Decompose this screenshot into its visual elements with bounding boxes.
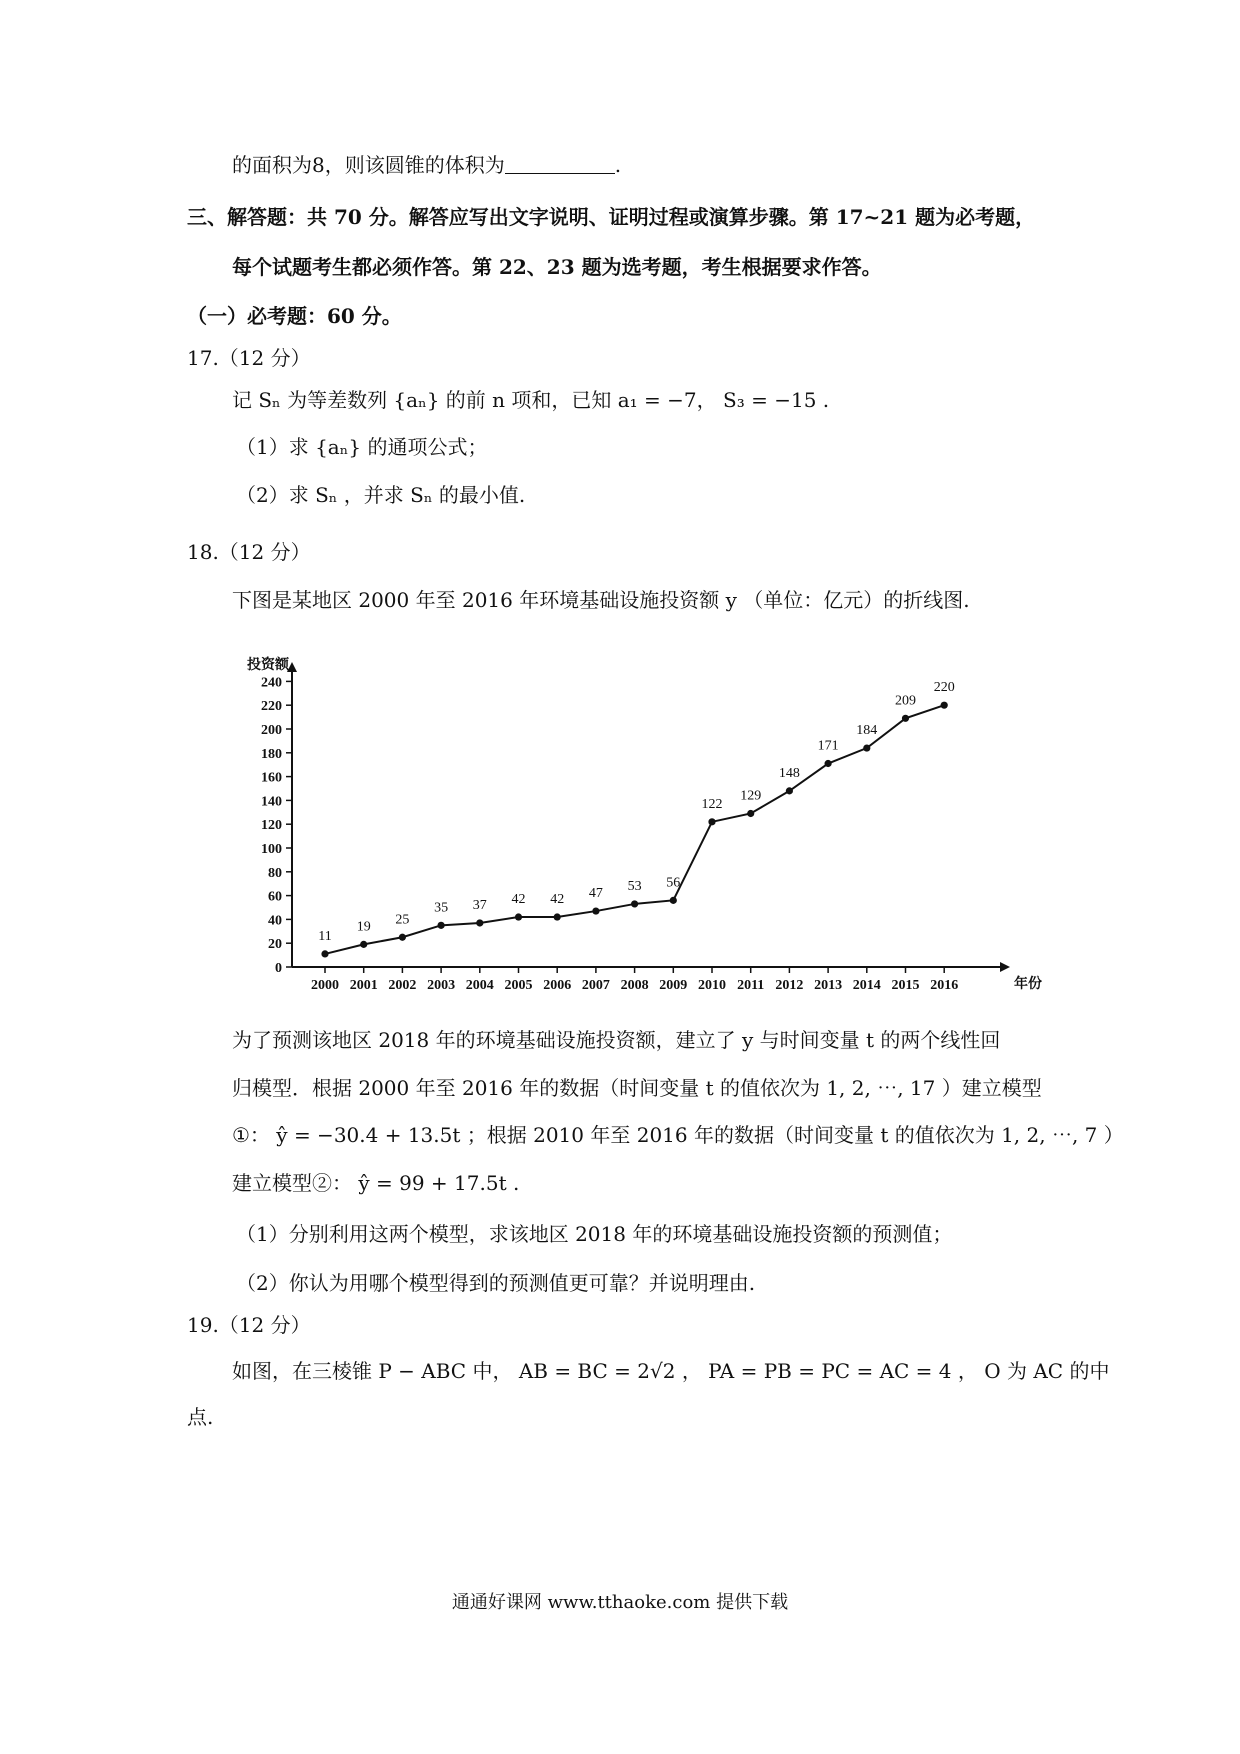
data-label: 25 <box>395 912 410 928</box>
data-label: 42 <box>511 892 526 908</box>
y-tick-label: 60 <box>268 889 282 905</box>
q17-part2: （2）求 Sₙ ，并求 Sₙ 的最小值. <box>236 483 526 507</box>
x-axis-label: 年份 <box>1014 977 1042 992</box>
y-tick-label: 240 <box>261 675 282 691</box>
section-3-heading: 三、解答题：共 70 分。解答应写出文字说明、证明过程或演算步骤。第 17~21 题为必考题， <box>187 205 1036 229</box>
y-tick-label: 200 <box>261 723 282 738</box>
x-tick-label: 2000 <box>311 978 339 993</box>
data-label: 148 <box>778 765 800 781</box>
x-tick-label: 2011 <box>737 978 765 993</box>
x-tick-label: 2013 <box>814 978 843 993</box>
chart-series <box>318 680 954 957</box>
x-tick-label: 2001 <box>349 978 378 993</box>
y-tick-label: 140 <box>261 794 282 810</box>
q19-body-end: 点. <box>187 1405 214 1429</box>
x-tick-label: 2014 <box>852 978 881 993</box>
q18-body: 下图是某地区 2000 年至 2016 年环境基础设施投资额 y （单位：亿元）的折线图. <box>232 588 970 612</box>
x-tick-label: 2008 <box>620 978 649 993</box>
q18-text-4: 建立模型②： ŷ = 99 + 17.5t . <box>232 1171 520 1195</box>
x-tick-label: 2007 <box>581 978 610 993</box>
data-point <box>592 907 599 914</box>
data-point <box>399 934 406 941</box>
x-tick-label: 2015 <box>891 978 920 993</box>
q19-heading: 19.（12 分） <box>187 1313 311 1337</box>
x-tick-label: 2005 <box>504 978 533 993</box>
q17-part1: （1）求 {aₙ} 的通项公式； <box>236 435 488 459</box>
data-label: 35 <box>434 900 449 916</box>
y-tick-label: 120 <box>261 818 282 834</box>
data-label: 47 <box>588 886 603 902</box>
q19-body: 如图，在三棱锥 P − ABC 中， AB = BC = 2√2 ， PA = PB = PC = AC = 4 ， O 为 AC 的中 <box>232 1359 1110 1383</box>
x-tick-label: 2010 <box>698 978 726 993</box>
q16-tail <box>232 150 621 180</box>
y-tick-label: 220 <box>261 699 282 715</box>
q18-text-1: 为了预测该地区 2018 年的环境基础设施投资额，建立了 y 与时间变量 t 的两个线性回 <box>232 1028 1001 1052</box>
data-point <box>941 702 948 709</box>
y-tick-label: 80 <box>268 865 282 881</box>
data-point <box>438 922 445 929</box>
data-label: 42 <box>550 892 565 908</box>
data-point <box>631 900 638 907</box>
data-point <box>786 787 793 794</box>
data-label: 220 <box>933 680 955 696</box>
data-label: 184 <box>856 723 878 739</box>
q16-tail-end: . <box>614 153 622 177</box>
y-tick-label: 20 <box>268 937 282 953</box>
q17-heading: 17.（12 分） <box>187 346 311 370</box>
chart-axes <box>247 656 1042 992</box>
data-point <box>863 744 870 751</box>
data-point <box>902 715 909 722</box>
data-point <box>747 810 754 817</box>
series-line <box>325 705 944 954</box>
q18-heading: 18.（12 分） <box>187 540 311 564</box>
x-tick-label: 2003 <box>427 978 456 993</box>
q18-text-2: 归模型．根据 2000 年至 2016 年的数据（时间变量 t 的值依次为 1, 2, ⋯, 17 ）建立模型 <box>232 1076 1042 1100</box>
required-section-heading: （一）必考题：60 分。 <box>187 304 402 328</box>
data-label: 19 <box>356 919 371 935</box>
data-label: 53 <box>627 878 642 894</box>
data-label: 37 <box>472 897 487 913</box>
x-tick-label: 2002 <box>388 978 417 993</box>
y-tick-label: 100 <box>261 842 282 857</box>
data-point <box>476 919 483 926</box>
section-3-heading-cont: 每个试题考生都必须作答。第 22、23 题为选考题，考生根据要求作答。 <box>232 255 882 279</box>
data-label: 11 <box>318 928 332 944</box>
y-tick-label: 180 <box>261 746 282 762</box>
investment-line-chart <box>220 640 1042 1000</box>
answer-blank[interactable] <box>505 155 615 174</box>
y-tick-label: 40 <box>268 913 282 929</box>
x-axis-arrow <box>1000 962 1010 972</box>
data-label: 56 <box>666 875 681 891</box>
y-tick-label: 0 <box>275 961 282 976</box>
x-tick-label: 2012 <box>775 978 804 993</box>
data-label: 129 <box>740 788 762 804</box>
data-point <box>515 913 522 920</box>
y-tick-label: 160 <box>261 770 282 786</box>
q18-text-3: ①： ŷ = −30.4 + 13.5t ；根据 2010 年至 2016 年的数据（时间变量 t 的值依次为 1, 2, ⋯, 7 ） <box>232 1123 1124 1147</box>
data-point <box>708 818 715 825</box>
q16-tail-text: 的面积为8，则该圆锥的体积为 <box>232 153 505 177</box>
x-tick-label: 2009 <box>659 978 688 993</box>
x-tick-label: 2006 <box>543 978 572 993</box>
q18-part1: （1）分别利用这两个模型，求该地区 2018 年的环境基础设施投资额的预测值； <box>236 1222 953 1246</box>
data-label: 171 <box>817 738 839 754</box>
data-label: 122 <box>701 796 723 812</box>
data-label: 209 <box>895 693 916 709</box>
y-axis-label: 投资额 <box>247 658 289 673</box>
x-tick-label: 2004 <box>465 978 494 993</box>
q18-part2: （2）你认为用哪个模型得到的预测值更可靠？并说明理由. <box>236 1271 756 1295</box>
data-point <box>670 897 677 904</box>
data-point <box>554 913 561 920</box>
page-footer: 通通好课网 www.tthaoke.com 提供下载 <box>451 1592 789 1613</box>
data-point <box>321 950 328 957</box>
data-point <box>825 760 832 767</box>
q17-body: 记 Sₙ 为等差数列 {aₙ} 的前 n 项和，已知 a₁ = −7， S₃ = −15 . <box>232 388 830 412</box>
x-tick-label: 2016 <box>930 978 959 993</box>
data-point <box>360 941 367 948</box>
